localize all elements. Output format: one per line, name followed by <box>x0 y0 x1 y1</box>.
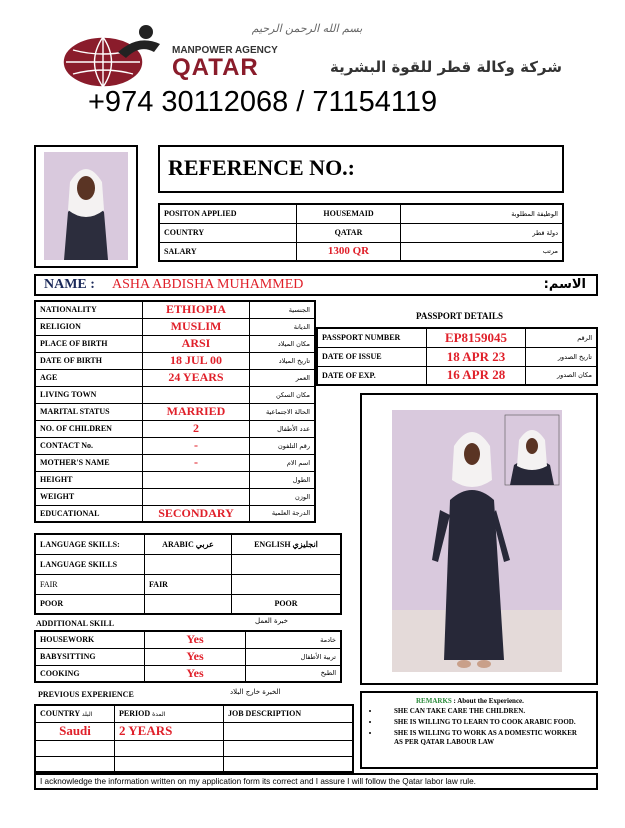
phone-number: +974 30112068 / 71154119 <box>88 86 438 118</box>
remark-item: • SHE IS WILLING TO WORK AS A DOMESTIC WORKER AS PER QATAR LABOUR LAW <box>380 729 580 747</box>
personal-label: CONTACT No. <box>35 437 143 454</box>
experience-table <box>34 704 354 773</box>
personal-label: NO. OF CHILDREN <box>35 420 143 437</box>
salary-arabic: مرتب <box>401 242 564 261</box>
passport-number-label: PASSPORT NUMBER <box>317 328 427 347</box>
passport-table <box>316 327 598 386</box>
personal-row <box>35 471 315 488</box>
basmala: بسم الله الرحمن الرحيم <box>251 22 363 35</box>
full-body-photo <box>392 410 562 672</box>
housework-label: HOUSEWORK <box>35 631 145 648</box>
language-table <box>34 533 342 615</box>
reference-box <box>158 145 564 193</box>
personal-row <box>35 335 315 352</box>
personal-arabic: الدرجة العلمية <box>250 505 316 522</box>
personal-label: PLACE OF BIRTH <box>35 335 143 352</box>
position-arabic: الوظيفة المطلوبة <box>401 204 564 223</box>
personal-row <box>35 505 315 522</box>
personal-value: 24 YEARS <box>143 369 250 386</box>
passport-number-arabic: الرقم <box>526 328 598 347</box>
experience-period-value: 2 YEARS <box>115 722 224 740</box>
personal-arabic: الحالة الاجتماعية <box>250 403 316 420</box>
personal-row <box>35 403 315 420</box>
acknowledgement-text: I acknowledge the information written on my application form its correct and I assure I will follow the Qatar labor law rule. <box>40 777 476 786</box>
personal-value: 18 JUL 00 <box>143 352 250 369</box>
personal-row <box>35 488 315 505</box>
personal-value: MUSLIM <box>143 318 250 335</box>
personal-value: SECONDARY <box>143 505 250 522</box>
personal-value: 2 <box>143 420 250 437</box>
additional-skill-title-arabic: خبرة العمل <box>255 617 288 625</box>
personal-row <box>35 369 315 386</box>
personal-label: WEIGHT <box>35 488 143 505</box>
babysitting-label: BABYSITTING <box>35 648 145 665</box>
personal-arabic: مكان السكن <box>250 386 316 403</box>
cooking-arabic: الطبخ <box>246 665 342 682</box>
language-sub-label: LANGUAGE SKILLS <box>35 554 145 574</box>
position-value: HOUSEMAID <box>297 204 401 223</box>
personal-row <box>35 386 315 403</box>
personal-value: ETHIOPIA <box>143 301 250 318</box>
additional-skill-table <box>34 630 342 683</box>
experience-country-value: Saudi <box>35 722 115 740</box>
language-header-label: LANGUAGE SKILLS: <box>35 534 145 554</box>
personal-label: AGE <box>35 369 143 386</box>
experience-country-header: COUNTRY البلد <box>35 705 115 722</box>
personal-row <box>35 420 315 437</box>
personal-value: ARSI <box>143 335 250 352</box>
personal-value <box>143 386 250 403</box>
personal-arabic: الوزن <box>250 488 316 505</box>
personal-value: - <box>143 437 250 454</box>
name-arabic: الاسم: <box>543 277 586 292</box>
cooking-value: Yes <box>145 665 246 682</box>
salary-label: SALARY <box>159 242 297 261</box>
personal-arabic: تاريخ الميلاد <box>250 352 316 369</box>
cooking-label: COOKING <box>35 665 145 682</box>
acknowledgement-box <box>34 773 598 790</box>
personal-value <box>143 471 250 488</box>
personal-label: EDUCATIONAL <box>35 505 143 522</box>
remarks-heading <box>416 697 524 705</box>
applicant-portrait-frame <box>34 145 138 268</box>
personal-arabic: عدد الأطفال <box>250 420 316 437</box>
personal-label: LIVING TOWN <box>35 386 143 403</box>
babysitting-arabic: تربية الأطفال <box>246 648 342 665</box>
housework-arabic: خادمة <box>246 631 342 648</box>
personal-arabic: الجنسية <box>250 301 316 318</box>
personal-label: DATE OF BIRTH <box>35 352 143 369</box>
salary-value: 1300 QR <box>297 242 401 261</box>
personal-value <box>143 488 250 505</box>
previous-experience-title: PREVIOUS EXPERIENCE <box>38 690 134 699</box>
remarks-subtitle: : About the Experience. <box>453 697 524 705</box>
fair-arabic-value: FAIR <box>145 574 232 594</box>
name-label: NAME : <box>44 277 95 292</box>
personal-label: MARITAL STATUS <box>35 403 143 420</box>
agency-name-big: QATAR <box>172 54 259 81</box>
personal-row <box>35 301 315 318</box>
personal-label: MOTHER'S NAME <box>35 454 143 471</box>
passport-number-value: EP8159045 <box>427 328 526 347</box>
housework-value: Yes <box>145 631 246 648</box>
issue-date-value: 18 APR 23 <box>427 347 526 366</box>
remark-item: • SHE CAN TAKE CARE THE CHILDREN. <box>380 707 580 716</box>
personal-arabic: الطول <box>250 471 316 488</box>
issue-date-arabic: تاريخ الصدور <box>526 347 598 366</box>
personal-value: MARRIED <box>143 403 250 420</box>
country-value: QATAR <box>297 223 401 242</box>
personal-row <box>35 454 315 471</box>
personal-label: HEIGHT <box>35 471 143 488</box>
remarks-title: REMARKS <box>416 697 452 705</box>
name-value: ASHA ABDISHA MUHAMMED <box>112 277 304 292</box>
personal-value: - <box>143 454 250 471</box>
agency-logo <box>58 22 168 92</box>
poor-english-value: POOR <box>232 594 342 614</box>
personal-arabic: مكان الميلاد <box>250 335 316 352</box>
issue-date-label: DATE OF ISSUE <box>317 347 427 366</box>
additional-skill-title: ADDITIONAL SKILL <box>36 619 115 628</box>
personal-row <box>35 352 315 369</box>
applicant-portrait <box>44 152 128 260</box>
personal-arabic: رقم التلفون <box>250 437 316 454</box>
remarks-box <box>360 691 598 769</box>
personal-details-table <box>34 300 316 523</box>
country-arabic: دولة قطر <box>401 223 564 242</box>
language-arabic-column: ARABIC عربي <box>145 534 232 554</box>
personal-arabic: الديانة <box>250 318 316 335</box>
poor-label: POOR <box>35 594 145 614</box>
expiry-date-value: 16 APR 28 <box>427 366 526 385</box>
previous-experience-title-arabic: الخبرة خارج البلاد <box>230 688 281 696</box>
reference-title: REFERENCE NO.: <box>168 155 356 180</box>
personal-arabic: اسم الام <box>250 454 316 471</box>
expiry-date-label: DATE OF EXP. <box>317 366 427 385</box>
passport-title: PASSPORT DETAILS <box>416 311 503 321</box>
country-label: COUNTRY <box>159 223 297 242</box>
fair-label: FAIR <box>35 574 145 594</box>
full-body-photo-frame <box>360 393 598 685</box>
babysitting-value: Yes <box>145 648 246 665</box>
personal-arabic: العمر <box>250 369 316 386</box>
remarks-list <box>362 707 580 747</box>
personal-label: RELIGION <box>35 318 143 335</box>
agency-name-small: MANPOWER AGENCY <box>172 45 278 56</box>
language-english-column: ENGLISH انجليزي <box>232 534 342 554</box>
name-bar <box>34 274 598 296</box>
agency-name-arabic: شركة وكالة قطر للقوة البشرية <box>330 58 562 76</box>
personal-label: NATIONALITY <box>35 301 143 318</box>
experience-period-header: PERIOD المدة <box>115 705 224 722</box>
personal-row <box>35 318 315 335</box>
position-label: POSITON APPLIED <box>159 204 297 223</box>
expiry-date-arabic: مكان الصدور <box>526 366 598 385</box>
experience-job-header: JOB DESCRIPTION <box>224 705 354 722</box>
reference-table <box>158 203 564 262</box>
personal-row <box>35 437 315 454</box>
remark-item: • SHE IS WILLING TO LEARN TO COOK ARABIC FOOD. <box>380 718 580 727</box>
